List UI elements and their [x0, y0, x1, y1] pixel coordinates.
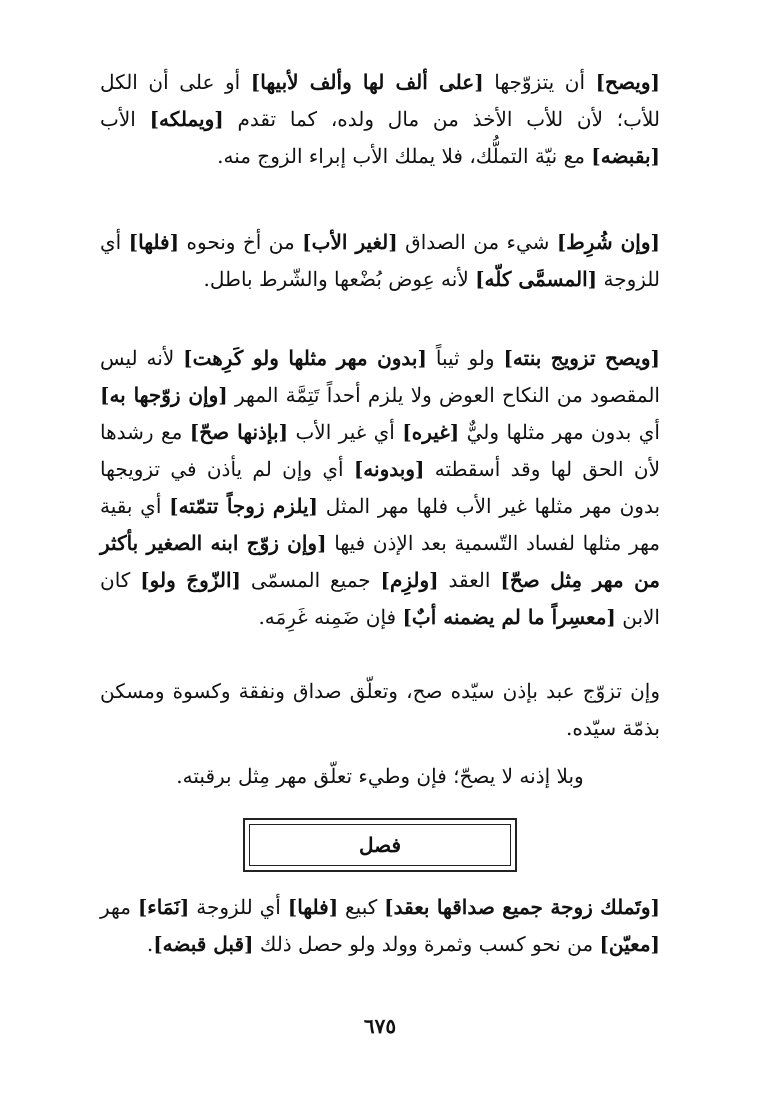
- sharh-text: من نحو كسب وثمرة وولد ولو حصل ذلك: [253, 932, 600, 956]
- matn-text: [الزّوجَ ولو]: [140, 568, 241, 592]
- sharh-text: من أخ ونحوه: [179, 230, 303, 254]
- paragraph-2: [100, 224, 660, 298]
- matn-text: [قبل قبضه]: [153, 932, 254, 956]
- paragraph-4: [100, 673, 660, 747]
- sharh-text: أن يتزوّجها: [483, 70, 596, 94]
- sharh-text: وبلا إذنه لا يصحّ؛ فإن وطيء تعلّق مهر مِثل برقبته.: [176, 764, 584, 788]
- matn-text: [بدون مهر مثلها ولو كَرِهت]: [183, 346, 427, 370]
- matn-text: [فلها]: [287, 895, 339, 919]
- matn-text: [وإن زوّجها به]: [100, 383, 228, 407]
- paragraph-3: [100, 340, 660, 636]
- paragraph-5: [100, 758, 660, 795]
- section-title: فصل: [249, 824, 511, 866]
- matn-text: [معسِراً ما لم يضمنه أبٌ]: [402, 605, 616, 629]
- matn-text: [يلزم زوجاً تتمّته]: [169, 494, 318, 518]
- sharh-text: الأب: [100, 107, 150, 131]
- sharh-text: لأنه ليس المقصود من النكاح العوض ولا يلزم أحداً تَتِمَّة المهر: [100, 346, 660, 407]
- matn-text: [ويصح]: [595, 70, 660, 94]
- matn-text: [لغير الأب]: [302, 230, 398, 254]
- sharh-text: أي غير الأب: [288, 420, 403, 444]
- matn-text: [وإن زوّج ابنه الصغير بأكثر من مهر مِثل صحّ]: [100, 531, 661, 592]
- sharh-text: أي بدون مهر مثلها وليٌّ: [459, 420, 660, 444]
- sharh-text: كان الابن: [100, 568, 660, 629]
- matn-text: [المسمَّى كلّه]: [475, 267, 598, 291]
- sharh-text: العقد: [438, 568, 501, 592]
- paragraph-1: [100, 64, 660, 175]
- section-heading-box: [243, 818, 517, 872]
- sharh-text: أي وإن لم يأذن في تزويجها بدون مهر مثلها غير الأب فلها مهر المثل: [100, 457, 661, 518]
- sharh-text: وإن تزوّج عبد بإذن سيّده صح، وتعلّق صداق ونفقة وكسوة ومسكن بذمّة سيّده.: [100, 679, 660, 740]
- sharh-text: مع رشدها لأن الحق لها وقد أسقطته: [100, 420, 660, 481]
- matn-text: [وإن شُرِط]: [556, 230, 660, 254]
- matn-text: [فلها]: [128, 230, 180, 254]
- sharh-text: فإن ضَمِنه غَرِمَه.: [258, 605, 403, 629]
- sharh-text: جميع المسمّى: [240, 568, 381, 592]
- matn-text: [بإذنها صحّ]: [189, 420, 289, 444]
- sharh-text: كبيع: [338, 895, 385, 919]
- sharh-text: .: [146, 932, 154, 956]
- sharh-text: مع نيّة التملُّك، فلا يملك الأب إبراء الزوج منه.: [217, 144, 592, 168]
- matn-text: [غيره]: [402, 420, 460, 444]
- sharh-text: ولو ثيباً: [426, 346, 504, 370]
- matn-text: [ويملكه]: [149, 107, 224, 131]
- matn-text: [ويصح تزويج بنته]: [503, 346, 660, 370]
- matn-text: [على ألف لها وألف لأبيها]: [250, 70, 484, 94]
- sharh-text: أي بقية مهر مثلها لفساد التّسمية بعد الإذن فيها: [100, 494, 660, 555]
- matn-text: [نَمَاء]: [137, 895, 190, 919]
- matn-text: [بقبضه]: [591, 144, 660, 168]
- sharh-text: شيء من الصداق: [397, 230, 557, 254]
- matn-text: [معيّن]: [599, 932, 660, 956]
- sharh-text: مهر: [100, 895, 138, 919]
- sharh-text: أو على أن الكل للأب؛ لأن للأب الأخذ من مال ولده، كما تقدم: [100, 70, 661, 131]
- matn-text: [وتَملك زوجة جميع صداقها بعقد]: [384, 895, 660, 919]
- paragraph-6: [100, 889, 660, 963]
- sharh-text: أي للزوجة: [189, 895, 288, 919]
- matn-text: [ولزِم]: [380, 568, 439, 592]
- page-number: ٦٧٥: [363, 1014, 397, 1038]
- sharh-text: أي للزوجة: [100, 230, 660, 291]
- matn-text: [وبدونه]: [353, 457, 425, 481]
- sharh-text: لأنه عِوض بُضْعها والشّرط باطل.: [203, 267, 476, 291]
